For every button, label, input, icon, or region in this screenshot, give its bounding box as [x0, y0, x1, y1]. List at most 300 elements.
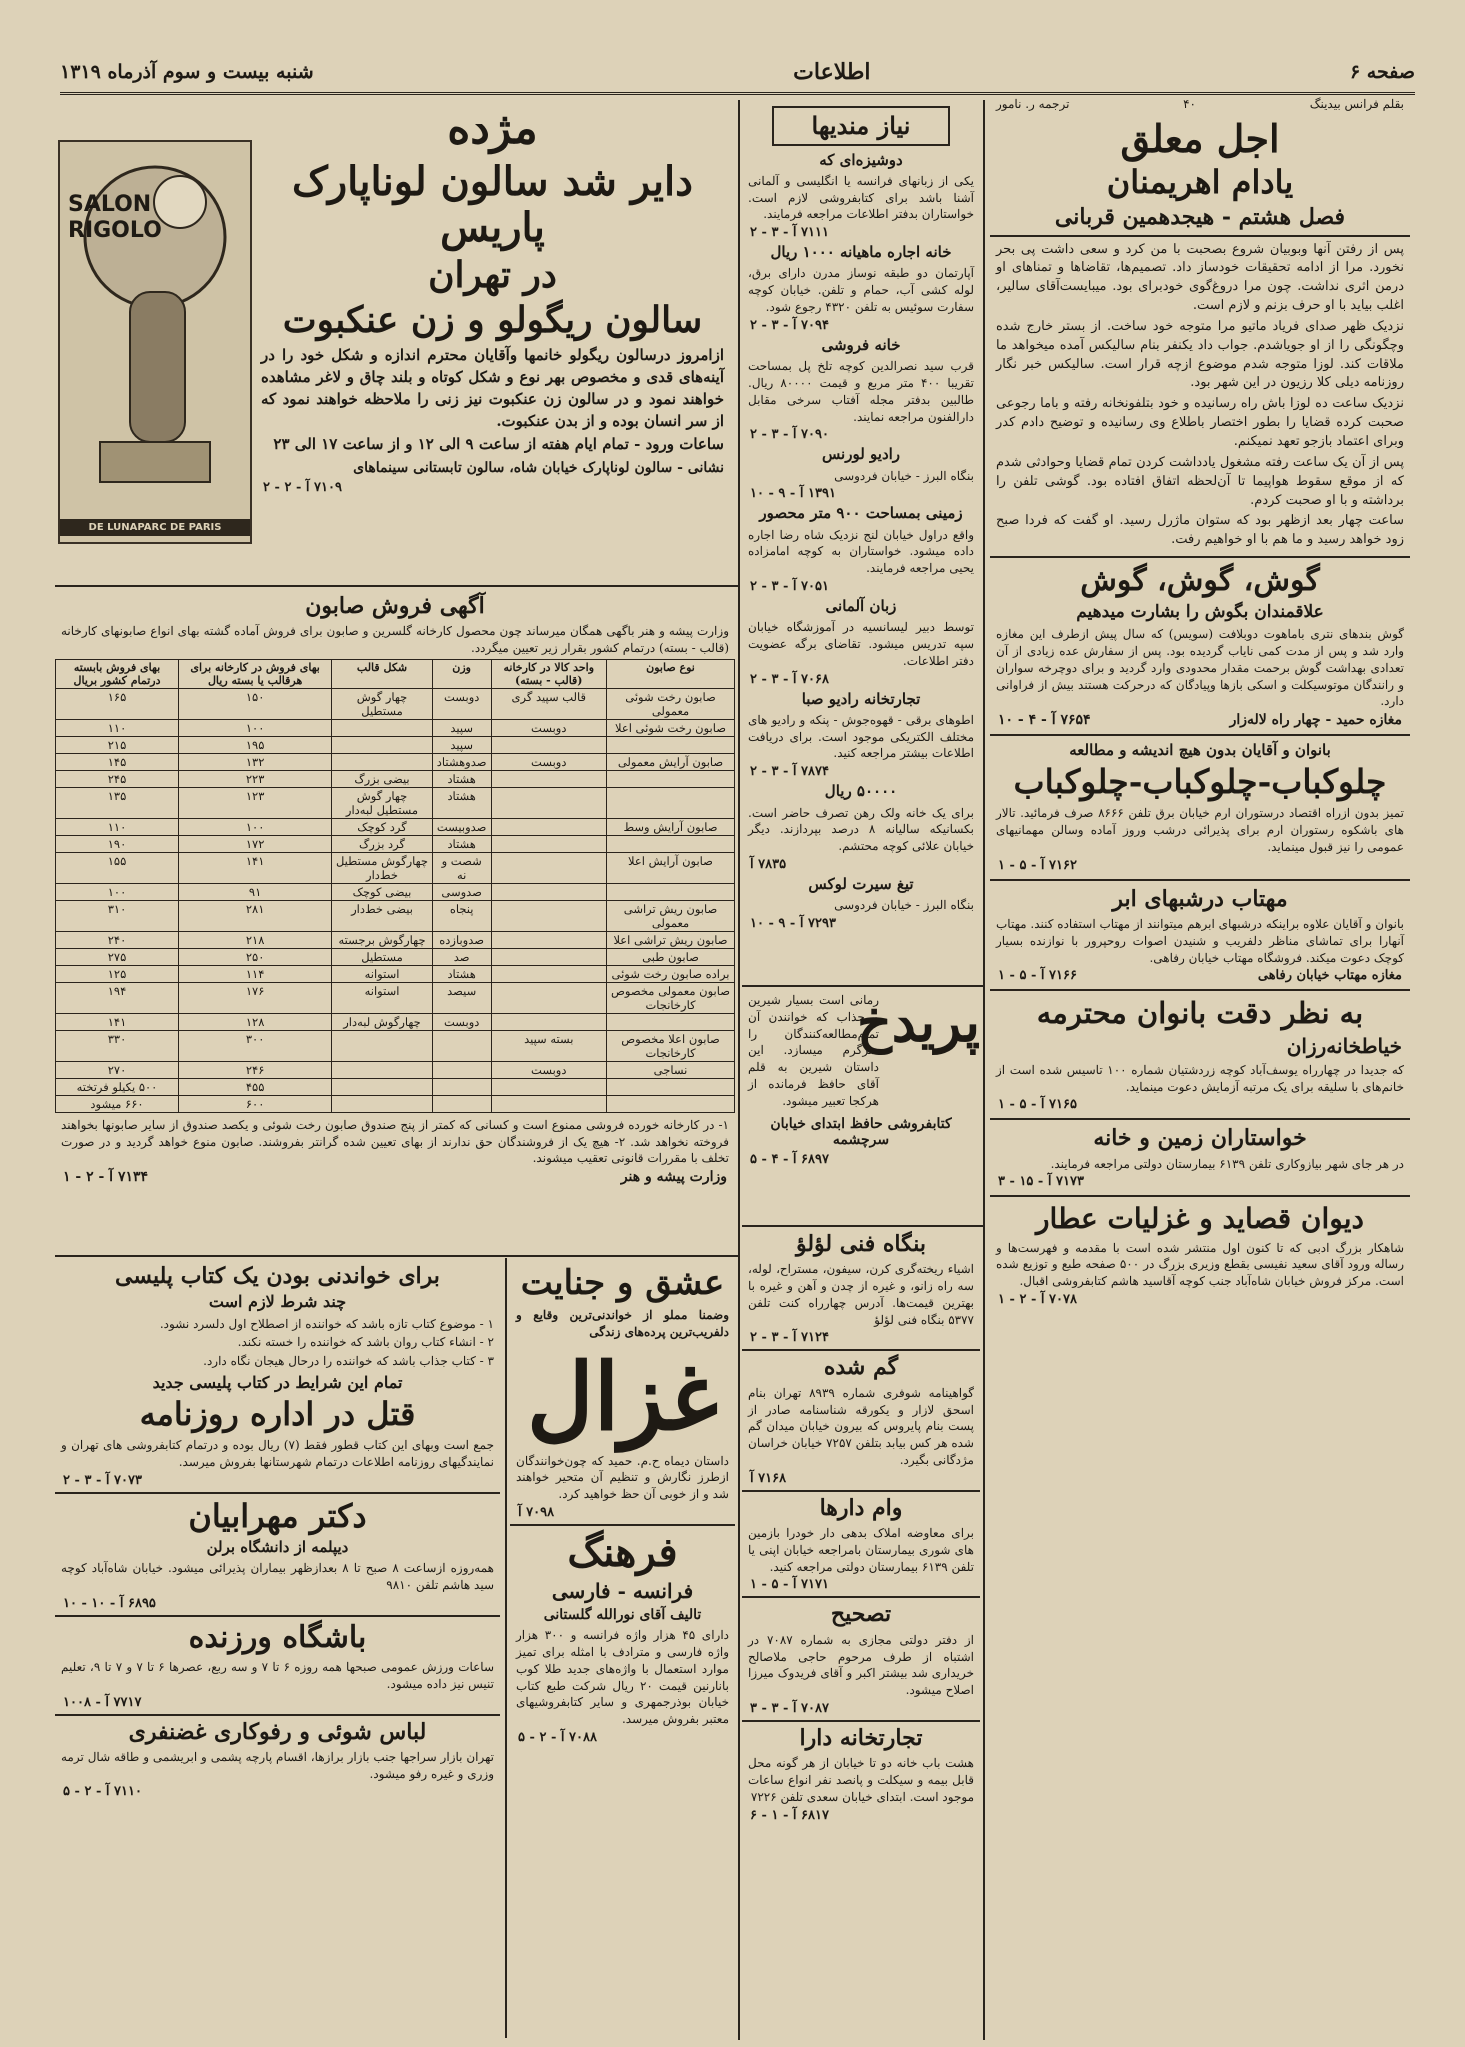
needs-item-code: ۷۲۹۳ آ - ۹ - ۱۰ — [750, 915, 836, 931]
serial-chapter: فصل هشتم - هیجدهمین قربانی — [1054, 204, 1346, 231]
table-cell: بیضی کوچک — [332, 883, 433, 900]
needs-item-text: برای یک خانه ولک رهن تصرف حاضر است. بکسانیکه سالیانه ۸ درصد بپردازند. دیگر خیابان علائی کوچه محتشم. — [748, 805, 974, 854]
needs-item — [742, 876, 980, 931]
serial-subtitle: یادام اهریمنان — [1106, 163, 1294, 202]
table-cell: بیضی بزرگ — [332, 770, 433, 787]
table-cell: پنجاه — [432, 900, 491, 931]
table-cell: ۱۳۵ — [56, 787, 179, 818]
table-cell: ۱۰۰ — [56, 883, 179, 900]
goosh-subtitle: علاقمندان بگوش را بشارت میدهیم — [1076, 601, 1324, 622]
table-cell: صابون طبی — [607, 948, 735, 965]
table-cell: شصت و نه — [432, 852, 491, 883]
needs-item-title: ۵۰۰۰۰ ریال — [824, 782, 898, 801]
gym-text: ساعات ورزش عمومی صبحها همه روزه ۶ تا ۷ و سه ربع، عصرها ۶ تا ۷ و ۷ تا ۹، تعلیم تنیس نیز داده میشود. — [61, 1660, 495, 1691]
table-cell: دوبست — [491, 1061, 607, 1078]
mahtab-text: بانوان و آقایان علاوه براینکه درشبهای ابرهم میتوانند از مهتاب استفاده کنند. مهتاب آنهارا برای تماشای مناظر دلفریب و شنیدن اصوات روحپرور با نوازنده بسیار کوچک دعوت میکند. فروشگاه مهتاب خیابان رفاهی. — [996, 916, 1405, 965]
table-cell — [491, 770, 607, 787]
table-cell — [491, 948, 607, 965]
needs-item-code: ۷۸۷۴ آ - ۳ - ۲ — [750, 764, 829, 780]
serial-paragraph: پس از رفتن آنها وبوبیان شروع بصحبت با من کرد و سعی داشت پی بحر نخورد. مرا از ادامه تحقیقات خودساز داد. تصمیم‌ها، تقاضاها و تمناهای او درمن اثری نداشت. چون مرا دروغ‌گوی خودبرای بود. میبایست‌آقای سالیر، اغلب بیاید با او حرف بزنم و لازم است. — [996, 241, 1404, 314]
divan-title: دیوان قصاید و غزلیات عطار — [1036, 1202, 1364, 1236]
goosh-ad — [990, 564, 1410, 728]
police-code: ۷۰۷۳ آ - ۳ - ۲ — [63, 1472, 142, 1488]
table-cell: چهارگوش مستطیل خط‌دار — [332, 852, 433, 883]
column-rule — [983, 100, 985, 2040]
table-cell: ۳۰۰ — [179, 1030, 332, 1061]
lost-text: گواهینامه شوفری شماره ۸۹۳۹ تهران بنام اسحق لازار و یکورقه شناسنامه صادر از پست بنام پایروس که بیرون خیابان میدان گم شده هر کس بیابد بتلفن ۷۲۵۷ خیابان خراسان مژدگانی بگیرد. — [748, 1385, 974, 1467]
salon-text: ازامروز درسالون ریگولو خانمها وآقایان محترم اندازه و شکل خود را در آینه‌های قدی و مخصوص بهر نوع و شکل کوتاه و بلند چاق و لاغر مشاهده خواهند نمود و در سالون زن عنکبوت نیز زنی را ملاحظه خواهند نمود که از سر انسان بوده و از بدن عنکبوت. — [261, 346, 724, 430]
table-cell: چهار گوش مستطیل — [332, 688, 433, 719]
needs-item-text: اطوهای برقی - قهوه‌جوش - پنکه و رادیو های مختلف الکتریکی موجود است. برای دریافت اطلاعات بیشتر مراجعه کنید. — [748, 712, 974, 761]
table-cell: ۲۱۵ — [56, 736, 179, 753]
table-cell — [491, 787, 607, 818]
loan-title: وام دارها — [819, 1494, 903, 1521]
table-cell: ۱۰۰ — [179, 818, 332, 835]
table-cell: ۱۵۵ — [56, 852, 179, 883]
mid-lower-column — [742, 1228, 980, 2018]
table-cell: ۱۵۰ — [179, 688, 332, 719]
table-cell — [432, 1095, 491, 1112]
table-cell: ۱۲۳ — [179, 787, 332, 818]
zagros-ad — [742, 990, 980, 1230]
table-cell: مستطیل — [332, 948, 433, 965]
table-cell — [607, 1013, 735, 1030]
poster-salon-label: SALON RIGOLO — [68, 192, 162, 244]
salon-headline: دایر شد سالون لوناپارک پاریس — [292, 157, 693, 251]
table-cell: صابون ریش تراشی اعلا — [607, 931, 735, 948]
mahtab-code: ۷۱۶۶ آ - ۵ - ۱ — [998, 968, 1077, 984]
table-row — [56, 818, 735, 835]
table-cell: ۲۷۵ — [56, 948, 179, 965]
salon-hours: ساعات ورود - تمام ایام هفته از ساعت ۹ الی ۱۲ و از ساعت ۱۷ الی ۲۳ — [273, 435, 724, 454]
dictionary-ad — [510, 1530, 735, 1745]
table-row — [56, 852, 735, 883]
police-text: جمع است وبهای این کتاب قطور فقط (۷) ریال بوده و درتمام کتابفروشی های تهران و نمایندگیهای روزنامه اطلاعات درتمام شهرستانها بفروش میرسد. — [61, 1438, 494, 1470]
table-cell — [332, 1078, 433, 1095]
police-conclusion: تمام این شرایط در کتاب پلیسی جدید — [152, 1373, 403, 1393]
table-row — [56, 965, 735, 982]
police-book-title: قتل در اداره روزنامه — [139, 1395, 416, 1434]
table-cell: ۵۰۰ یکیلو فرتخته — [56, 1078, 179, 1095]
goosh-code: ۷۶۵۴ آ - ۴ - ۱۰ — [998, 712, 1091, 729]
table-cell: صابون اعلا مخصوص کارخانجات — [607, 1030, 735, 1061]
table-cell: سیصد — [432, 982, 491, 1013]
masthead — [60, 52, 1415, 95]
divan-code: ۷۰۷۸ آ - ۲ - ۱ — [998, 1291, 1077, 1307]
table-cell: ۲۴۶ — [179, 1061, 332, 1078]
poster-footer: DE LUNAPARC DE PARIS — [60, 519, 250, 536]
love-code: ۷۰۹۸ آ — [518, 1505, 555, 1521]
needs-item — [742, 783, 980, 872]
needs-item-code: ۷۰۵۱ آ - ۳ - ۲ — [750, 579, 829, 594]
table-cell — [491, 852, 607, 883]
tailor-subtitle: خیاطخانه‌رزان — [1286, 1033, 1402, 1058]
serial-paragraph: پس از آن یک ساعت رفته مشغول یادداشت کردن تمام قضایا وحوادثی شدم که از موقع سقوط هواپیما تا آن‌لحظه اتفاق افتاده بود. گوشی تلفن را برداشته و با او صحبت کردم. — [996, 454, 1404, 508]
table-cell: هشتاد — [432, 787, 491, 818]
needs-header: نیاز مندیها — [772, 106, 950, 146]
police-condition: ۲ - انشاء کتاب روان باشد که خواننده را خسته نکند. — [237, 1335, 494, 1350]
issue-date: شنبه بیست و سوم آذرماه ۱۳۱۹ — [60, 61, 314, 83]
table-row — [56, 1013, 735, 1030]
needs-item-text: یکی از زبانهای فرانسه یا انگلیسی و آلمانی آشنا باشد برای کتابفروشی لازم است. خواستاران بدفتر اطلاعات مراجعه فرمایند. — [748, 173, 974, 222]
table-cell — [332, 719, 433, 736]
table-cell: استوانه — [332, 965, 433, 982]
table-row — [56, 948, 735, 965]
table-cell: ۱۴۱ — [56, 1013, 179, 1030]
serial-byline-right: بقلم فرانس بیدینگ — [1309, 97, 1404, 111]
police-book-ad — [55, 1264, 500, 1488]
table-cell: ۱۹۴ — [56, 982, 179, 1013]
needs-item-title: دوشیزه‌ای که — [819, 150, 903, 169]
table-cell — [607, 883, 735, 900]
dict-subtitle: فرانسه - فارسی — [551, 1579, 694, 1604]
gym-title: باشگاه ورزنده — [188, 1619, 367, 1655]
dict-title: فرهنگ — [567, 1529, 678, 1577]
table-cell: ۱۲۵ — [56, 965, 179, 982]
needs-item-title: خانه فروشی — [821, 335, 901, 354]
police-condition: ۱ - موضوع کتاب تازه باشد که خواننده از اصطلاح اول دلسرد نشود. — [159, 1316, 494, 1331]
soap-footnote: ۱- در کارخانه خورده فروشی ممنوع است و کسانی که کمتر از پنج صندوق صابون رخت شوئی و یکصد صندوق از سایر صابونها بخواهند فروخته نخواهد شد. ۲- هیچ یک از فروشندگان حق ندارند از بهای تعیین شده گرانتر بفروشند. صابون منوع خواهد گردید و در صورت تخلف با مقررات قانونی تعقیب میشوند. — [61, 1117, 729, 1166]
needs-item-code: ۷۰۶۸ آ - ۳ - ۲ — [750, 671, 829, 687]
dara-ad — [742, 1726, 980, 1823]
needs-item-text: توسط دبیر لیسانسیه در آموزشگاه خیابان سپه تدریس میشود. تقاضای برگه عضویت دفتر اطلاعات. — [748, 620, 974, 668]
table-cell — [432, 1078, 491, 1095]
table-cell: گرد کوچک — [332, 818, 433, 835]
table-row — [56, 883, 735, 900]
table-row — [56, 982, 735, 1013]
doctor-title: دکتر مهرابیان — [188, 1496, 367, 1535]
soap-notice — [55, 590, 735, 1250]
needs-item-code: ۷۰۹۰ آ - ۳ - ۲ — [750, 427, 829, 443]
laundry-text: تهران بازار سراجها جنب بازار برازها، اقسام پارچه پشمی و ابریشمی و طاقه شال ترمه وزری و غیره رفو میشود. — [61, 1749, 494, 1781]
soap-price-table — [55, 659, 735, 1113]
lost-code: ۷۱۶۸ آ — [750, 1470, 787, 1486]
table-cell: چهارگوش برجسته — [332, 931, 433, 948]
needs-item — [742, 446, 980, 501]
table-cell: صدوبازده — [432, 931, 491, 948]
gym-ad — [55, 1621, 500, 1710]
laundry-code: ۷۱۱۰ آ - ۲ - ۵ — [63, 1784, 142, 1800]
table-row — [56, 770, 735, 787]
salon-ad — [255, 100, 730, 570]
table-cell: صابون آرایش اعلا — [607, 852, 735, 883]
table-cell — [332, 1095, 433, 1112]
salon-code: ۷۱۰۹ آ - ۲ - ۲ — [263, 480, 342, 496]
mahtab-ad — [990, 887, 1410, 984]
table-cell — [607, 770, 735, 787]
police-subtitle: چند شرط لازم است — [208, 1292, 347, 1312]
needs-item-title: خانه اجاره ماهیانه ۱۰۰۰ ریال — [770, 243, 952, 262]
table-cell — [332, 753, 433, 770]
dara-title: تجارتخانه دارا — [799, 1724, 923, 1751]
police-title: برای خواندنی بودن یک کتاب پلیسی — [115, 1263, 440, 1289]
table-cell: ۲۴۰ — [56, 931, 179, 948]
laundry-title: لباس شوئی و رفوکاری غضنفری — [128, 1718, 427, 1745]
right-column — [990, 96, 1410, 2041]
table-row — [56, 1030, 735, 1061]
lulu-code: ۷۱۲۴ آ - ۳ - ۲ — [750, 1330, 829, 1346]
divan-text: شاهکار بزرگ ادبی که تا کنون اول منتشر شده است با مقدمه و فهرست‌ها و رساله ورود آقای سعید نفیسی بقطع وزیری بزرگ در ۵۰۰ صفحه طبع و توزیع شده است. مرکز فروش خیابان شاه‌آباد جنب کوچه آقاسید هاشم کتابفروشی اقبال. — [996, 1240, 1404, 1289]
table-row — [56, 753, 735, 770]
serial-number: ۴۰ — [1183, 97, 1196, 111]
table-cell: صابون رخت شوئی معمولی — [607, 688, 735, 719]
table-cell: دوبست — [491, 753, 607, 770]
dict-text: دارای ۴۵ هزار واژه فرانسه و ۳۰۰ هزار واژه فارسی و مترادف با امثله برای تمیز موارد استعمال با واژه‌های جدید طلا کوب بانارنین قیمت ۲۰ ریال شرکت طبع کتاب خیابان بوذرجمهری و سایر کتابفروشیهای معتبر بفروش میرسد. — [516, 1628, 730, 1727]
salon-name: سالون ریگولو و زن عنکبوت — [282, 298, 703, 341]
needs-item — [742, 691, 980, 780]
doctor-ad — [55, 1498, 500, 1611]
correction-code: ۷۰۸۷ آ - ۳ - ۳ — [750, 1700, 829, 1716]
mahtab-shop: مغازه مهتاب خیابان رفاهی — [1257, 968, 1402, 984]
soap-title: آگهی فروش صابون — [305, 593, 485, 619]
table-cell: ۱۶۵ — [56, 688, 179, 719]
doctor-text: همه‌روزه ازساعت ۸ صبح تا ۸ بعدازظهر بیماران پذیرائی میشود. خیابان شاه‌آباد کوچه سید هاشم تلفن ۹۸۱۰ — [61, 1560, 494, 1592]
table-cell: صابون رخت شوئی اعلا — [607, 719, 735, 736]
table-cell: بیضی خط‌دار — [332, 900, 433, 931]
soap-table-header: نوع صابون — [607, 659, 735, 688]
doctor-subtitle: دیپلمه از دانشگاه برلن — [206, 1537, 349, 1556]
goosh-shop: مغازه حمید - چهار راه لاله‌زار — [1229, 712, 1402, 729]
table-row — [56, 719, 735, 736]
lower-center-column — [510, 1260, 735, 2040]
ghazal-title: غزال — [526, 1342, 719, 1451]
chelo-kicker: بانوان و آقایان بدون هیچ اندیشه و مطالعه — [1069, 741, 1331, 760]
needs-item-code: ۷۰۹۴ آ - ۳ - ۲ — [750, 317, 829, 333]
chelo-text: تمیز بدون ازراه اقتصاد درستوران ارم خیابان برق تلفن ۸۶۶۶ صرف فرمائید. تالار های باشکوه رستوران ارم برای پذیرائی درشب وروز آماده وسالن مهمانیهای عمومی را نیز قبول مینماید. — [996, 806, 1405, 854]
dict-author: تالیف آقای نورالله گلستانی — [543, 1607, 702, 1624]
serial-paragraph: ساعت چهار بعد ازظهر بود که ستوان ماژرل رسید. او گفت که فردا صبح زود خواهد رسید و ما هم با او خواهیم رفت. — [996, 513, 1404, 548]
serial-paragraph: نزدیک ساعت ده لوزا باش راه رسانیده و خود بتلفونخانه رفته و باما رجوعی صحبت کرده قضایا را بطور اختصار باطلاع وی رسانیده و توضیح دادم کدر وبرای اعتماد بازجو تعهد نمیکنم. — [996, 396, 1404, 450]
table-cell: صدوسی — [432, 883, 491, 900]
tailor-text: که جدیدا در چهارراه یوسف‌آباد کوچه زردشتیان شماره ۱۰۰ تاسیس شده است از خانم‌های با سلیقه برای یک مرتبه آزمایش دعوت مینماید. — [996, 1062, 1404, 1094]
table-cell: ۲۵۰ — [179, 948, 332, 965]
paridokht-code: ۶۸۹۷ آ - ۴ - ۵ — [750, 1151, 829, 1167]
needs-item-text: بنگاه البرز - خیابان فردوسی — [834, 468, 974, 483]
table-cell: صابون ریش تراشی معمولی — [607, 900, 735, 931]
table-cell: ۲۸۱ — [179, 900, 332, 931]
soap-code: ۷۱۳۴ آ - ۲ - ۱ — [63, 1169, 149, 1186]
land-code: ۷۱۷۳ آ - ۱۵ - ۳ — [998, 1174, 1084, 1190]
table-cell — [491, 1095, 607, 1112]
table-cell: استوانه — [332, 982, 433, 1013]
table-row — [56, 1061, 735, 1078]
table-cell: ۹۱ — [179, 883, 332, 900]
table-cell — [607, 787, 735, 818]
table-cell — [491, 883, 607, 900]
table-cell — [491, 982, 607, 1013]
table-cell: ۱۱۴ — [179, 965, 332, 982]
serial-byline-left: ترجمه ر. نامور — [996, 97, 1070, 111]
soap-table-header: بهای فروش در کارخانه برای هرقالب یا بسته ریال — [179, 659, 332, 688]
needs-item-title: زمینی بمساحت ۹۰۰ متر محصور — [759, 504, 963, 523]
table-cell: چهار گوش مستطیل لبه‌دار — [332, 787, 433, 818]
needs-item-title: رادیو لورنس — [821, 445, 901, 464]
page-number: صفحه ۶ — [1349, 61, 1415, 83]
needs-item-text: واقع دراول خیابان لنج نزدیک شاه رضا اجاره داده میشود. خواستاران به کوچه امامزاده یحیی مراجعه فرمایند. — [748, 527, 974, 576]
table-cell: صدوبیست — [432, 818, 491, 835]
paridokht-title: پریدخ — [856, 990, 980, 1054]
table-cell — [491, 900, 607, 931]
table-cell — [491, 835, 607, 852]
table-cell: قالب سپید گری — [491, 688, 607, 719]
lulu-ad — [742, 1232, 980, 1345]
table-cell: هشتاد — [432, 965, 491, 982]
table-cell: ۱۰۰ — [179, 719, 332, 736]
table-row — [56, 931, 735, 948]
table-cell — [491, 818, 607, 835]
goosh-text: گوش بندهای نتری باماهوت دوبلافت (سویس) که سال پیش ازطرف این مغازه وارد شد و پس از مدت کمی نایاب گردیده بود. پس از سفارش عده زیادی از آن تعدادی بهداشت گوش برحمت مقدار محدودی وارد گردید و برای دوچرخه سواران و رانندگان موتوسیکلت و اسکی بازها وپیادگان که درحرکت هستند بیش از فراوانی دارد. — [996, 627, 1404, 709]
table-row — [56, 787, 735, 818]
table-cell — [607, 1078, 735, 1095]
table-cell: چهارگوش لبه‌دار — [332, 1013, 433, 1030]
land-title: خواستاران زمین و خانه — [1093, 1125, 1307, 1152]
love-title: عشق و جنایت — [520, 1263, 725, 1303]
soap-signature: وزارت پیشه و هنر — [620, 1169, 727, 1186]
tailor-ad — [990, 997, 1410, 1112]
salon-city: در تهران — [428, 253, 557, 296]
table-cell: صد — [432, 948, 491, 965]
loan-text: برای معاوضه املاک بدهی دار خودرا بازمین های شوری بیمارستان بامراجعه خیابان اپنی یا تلفن ۶۱۳۹ بیمارستان دولتی مراجعه کنید. — [748, 1526, 974, 1574]
table-cell: گرد بزرگ — [332, 835, 433, 852]
needs-item — [742, 244, 980, 333]
needs-item-text: آپارتمان دو طبقه نوساز مدرن دارای برق، لوله کشی آب، حمام و تلفن. خیابان کوچه سفارت سوئیس به تلفن ۴۳۲۰ رجوع شود. — [748, 266, 974, 315]
serial-title: اجل معلق — [1120, 115, 1280, 161]
table-cell — [432, 1061, 491, 1078]
table-cell: براده صابون رخت شوئی — [607, 965, 735, 982]
table-row — [56, 835, 735, 852]
paridokht-sub: کتابفروشی حافظ ابتدای خیابان سرچشمه — [770, 1115, 952, 1148]
table-cell — [607, 1095, 735, 1112]
lulu-title: بنگاه فنی لؤلؤ — [795, 1231, 927, 1257]
table-cell — [607, 835, 735, 852]
police-condition: ۳ - کتاب جذاب باشد که خواننده را درحال هیجان نگاه دارد. — [203, 1354, 494, 1369]
needs-item-title: تجارتخانه رادیو صبا — [801, 689, 921, 708]
table-cell: صابون آرایش وسط — [607, 818, 735, 835]
salon-address: نشانی - سالون لوناپارک خیابان شاه، سالون تابستانی سینماهای — [353, 460, 724, 477]
chelo-ad — [990, 742, 1410, 873]
needs-item — [742, 337, 980, 442]
doctor-code: ۶۸۹۵ آ - ۱۰ - ۱۰ — [63, 1595, 156, 1611]
table-row — [56, 688, 735, 719]
table-row — [56, 900, 735, 931]
needs-item-code: ۷۸۳۵ آ — [750, 856, 787, 872]
soap-table-header: بهای فروش بابسته درتمام کشور بریال — [56, 659, 179, 688]
paridokht-text: رمانی است بسیار شیرین و جذاب که خوانندن آن تمام‌مطالعه‌کنندگان را سرگرم میسازد. این داستان شیرین به قلم آقای حافظ فرمانده از هرکجا تعبیر میشود. — [748, 993, 879, 1108]
correction-title: تصحیح — [830, 1601, 892, 1628]
table-cell: صابون آرایش معمولی — [607, 753, 735, 770]
needs-item-text: بنگاه البرز - خیابان فردوسی — [834, 898, 974, 913]
table-row — [56, 1078, 735, 1095]
needs-item-title: تیغ سیرت لوکس — [808, 874, 914, 893]
table-cell: ۲۲۳ — [179, 770, 332, 787]
table-cell — [491, 965, 607, 982]
table-cell — [607, 736, 735, 753]
land-ad — [990, 1126, 1410, 1189]
table-cell — [491, 736, 607, 753]
lost-title: گم شده — [823, 1354, 899, 1381]
loan-ad — [742, 1496, 980, 1593]
table-cell: دوبست — [491, 719, 607, 736]
dara-code: ۶۸۱۷ آ - ۱ - ۶ — [750, 1807, 829, 1823]
table-cell — [491, 1013, 607, 1030]
salon-kicker: مژده — [447, 103, 538, 154]
goosh-title: گوش، گوش، گوش — [1080, 563, 1320, 599]
lost-ad — [742, 1355, 980, 1485]
needs-item-code: ۱۳۹۱ آ - ۹ - ۱۰ — [750, 486, 836, 502]
chelo-title: چلوکباب-چلوکباب-چلوکباب — [1013, 762, 1387, 802]
table-cell: ۱۴۱ — [179, 852, 332, 883]
table-cell: بسته سپید — [491, 1030, 607, 1061]
table-cell — [332, 1030, 433, 1061]
table-row — [56, 736, 735, 753]
needs-item — [742, 598, 980, 687]
table-cell: ۲۱۸ — [179, 931, 332, 948]
table-cell — [491, 1078, 607, 1095]
soap-table-header: واحد کالا در کارخانه (قالب - بسته) — [491, 659, 607, 688]
land-text: در هر جای شهر بیازوکاری تلفن ۶۱۳۹ بیمارستان دولتی مراجعه فرمایند. — [1050, 1156, 1404, 1171]
table-cell: ۱۲۸ — [179, 1013, 332, 1030]
table-cell: نساجی — [607, 1061, 735, 1078]
love-text: وضمنا مملو از خواندنی‌ترین وقایع و دلفریب‌ترین پرده‌های زندگی — [516, 1308, 729, 1339]
table-cell — [332, 1061, 433, 1078]
table-cell: صابون معمولی مخصوص کارخانجات — [607, 982, 735, 1013]
table-cell: ۲۷۰ — [56, 1061, 179, 1078]
lulu-text: اشیاء ریخته‌گری کرن، سیفون، مستراح، لوله، سه راه زانو، و غیره از چدن و آهن و غیره با بهترین قیمت‌ها. آدرس چهارراه کنت تلفن ۵۳۷۷ بنگاه فنی لؤلؤ — [748, 1262, 974, 1327]
table-cell: ۱۷۲ — [179, 835, 332, 852]
table-cell: ۲۴۵ — [56, 770, 179, 787]
table-cell — [332, 736, 433, 753]
table-cell: ۱۹۵ — [179, 736, 332, 753]
tailor-title: به نظر دقت بانوان محترمه — [1036, 996, 1364, 1031]
loan-code: ۷۱۷۱ آ - ۵ - ۱ — [750, 1577, 829, 1593]
laundry-ad — [55, 1720, 500, 1800]
needs-item-text: قرب سید نصرالدین کوچه تلخ پل بمساحت تقریبا ۴۰۰ متر مربع و قیمت ۸۰۰۰۰ ریال. طالبین بدفتر مجله آفتاب سرخی مقابل دارالفنون مراجعه نمایند. — [748, 359, 974, 424]
correction-text: از دفتر دولتی مجازی به شماره ۷۰۸۷ در اشتباه از طرف مرحوم حاجی ملاصالح خریداری شد بیشتر اکبر و آقای فریدوک میرزا اصلاح میشود. — [748, 1632, 974, 1698]
needs-item-title: زبان آلمانی — [825, 597, 897, 615]
needs-item-code: ۷۱۱۱ آ - ۳ - ۲ — [750, 225, 829, 241]
correction-ad — [742, 1602, 980, 1715]
gym-code: ۷۷۱۷ آ - ۱۰۰۸ — [63, 1694, 142, 1710]
table-cell: ۱۱۰ — [56, 818, 179, 835]
needs-item — [742, 152, 980, 241]
needs-item — [742, 505, 980, 594]
love-desc: داستان دیماه ح.م. حمید که چون‌خوانندگان ازطرز نگارش و تنظیم آن متحیر خواهند شد و از خوبی آن حظ خواهید کرد. — [516, 1453, 729, 1502]
table-cell: هشتاد — [432, 835, 491, 852]
table-cell — [432, 1030, 491, 1061]
table-cell: ۶۶۰ میشود — [56, 1095, 179, 1112]
table-cell: سپید — [432, 736, 491, 753]
table-cell: ۱۱۰ — [56, 719, 179, 736]
table-cell: ۴۵۵ — [179, 1078, 332, 1095]
table-cell: ۳۳۰ — [56, 1030, 179, 1061]
table-cell: ۱۴۵ — [56, 753, 179, 770]
tailor-code: ۷۱۶۵ آ - ۵ - ۱ — [998, 1097, 1077, 1113]
mahtab-title: مهتاب درشبهای ابر — [1112, 885, 1288, 912]
table-cell: ۶۰۰ — [179, 1095, 332, 1112]
table-cell: ۳۱۰ — [56, 900, 179, 931]
paper-name: اطلاعات — [793, 59, 871, 85]
lower-left-column — [55, 1260, 500, 2040]
table-cell: دوبست — [432, 1013, 491, 1030]
serial-paragraph: نزدیک ظهر صدای فریاد ماتیو مرا متوجه خود ساخت. از بستر خارج شده وچگونگی را از او جویاشدم. جواب داد یکنفر بنام سالیکس آمده میخواهد ما ملاقات کند. لوزا متوجه شدم موضوع ازچه قرار است. سالیکس خبر نگار روزنامه دیلی کلا رزیون در این شهر بود. — [996, 318, 1404, 391]
table-cell: صدوهشتاد — [432, 753, 491, 770]
table-cell: ۱۷۶ — [179, 982, 332, 1013]
needs-column — [742, 100, 980, 980]
table-cell — [491, 931, 607, 948]
table-cell: دوبست — [432, 688, 491, 719]
chelo-code: ۷۱۶۲ آ - ۵ - ۱ — [998, 857, 1077, 873]
divan-ad — [990, 1203, 1410, 1307]
